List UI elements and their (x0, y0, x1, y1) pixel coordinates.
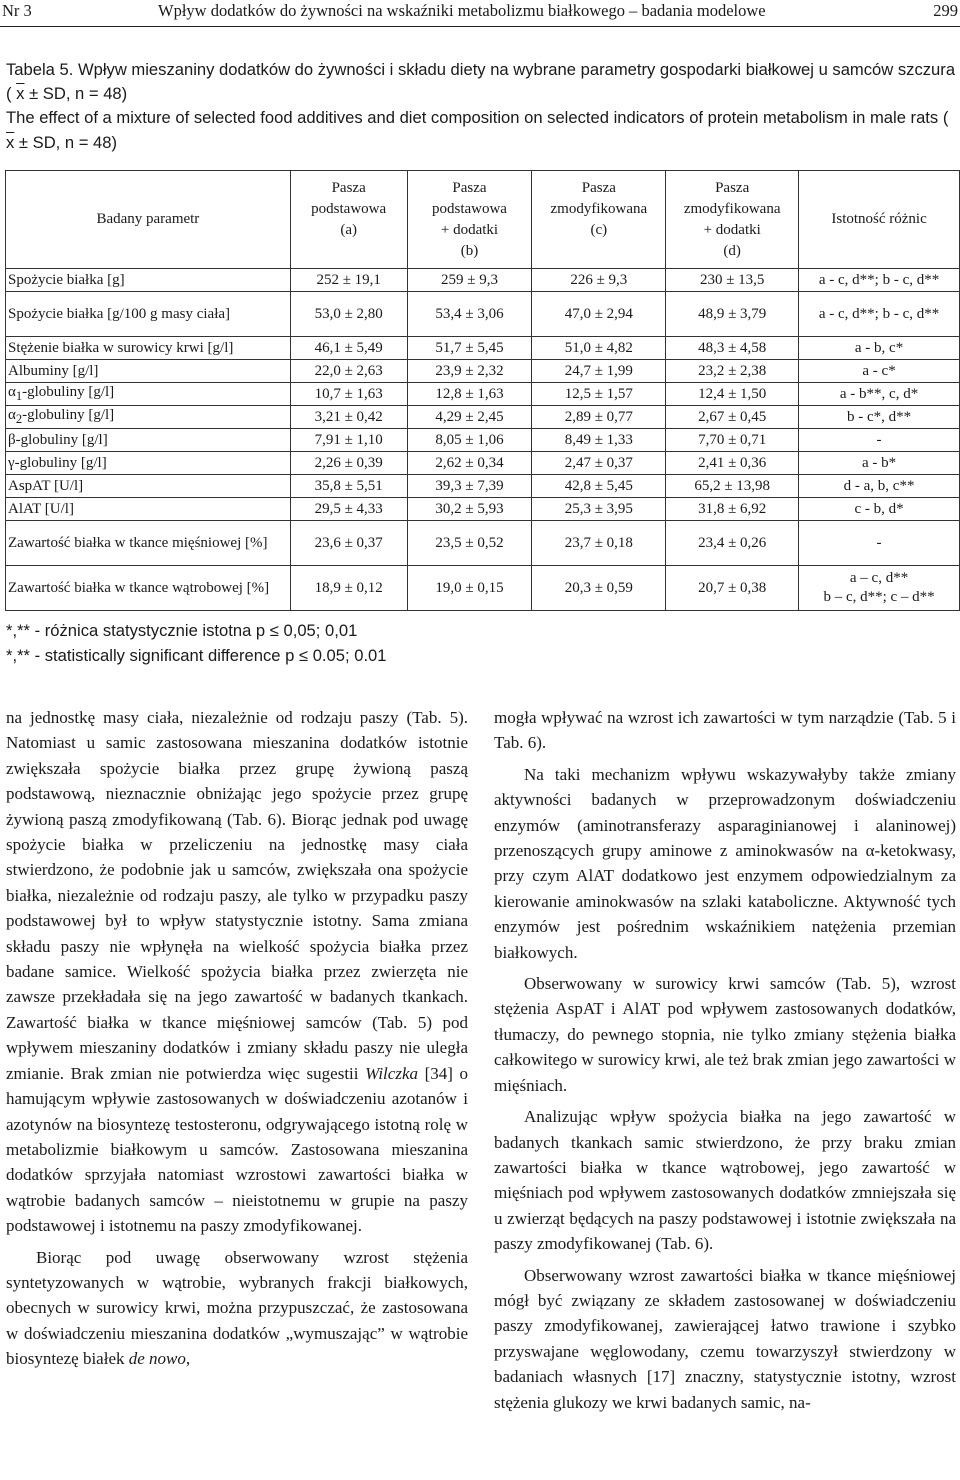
cell-a: 7,91 ± 1,10 (290, 429, 407, 452)
cell-c: 226 ± 9,3 (532, 269, 666, 292)
cell-c: 42,8 ± 5,45 (532, 475, 666, 498)
cell-d: 48,9 ± 3,79 (666, 292, 799, 337)
cell-d: 7,70 ± 0,71 (666, 429, 799, 452)
cell-d: 2,41 ± 0,36 (666, 452, 799, 475)
cell-a: 46,1 ± 5,49 (290, 337, 407, 360)
cell-b: 12,8 ± 1,63 (407, 383, 532, 406)
protein-metabolism-table (5, 170, 960, 611)
cell-a: 2,26 ± 0,39 (290, 452, 407, 475)
cell-a: 23,6 ± 0,37 (290, 521, 407, 566)
table-footnotes (6, 618, 706, 668)
running-header (0, 0, 960, 27)
row-label: $\alpha_1$-globuliny [g/l] (6, 383, 291, 406)
body-column-left (6, 705, 468, 1372)
cell-d: 20,7 ± 0,38 (666, 566, 799, 611)
cell-a: 10,7 ± 1,63 (290, 383, 407, 406)
table-header-row (6, 171, 960, 269)
cell-b: 53,4 ± 3,06 (407, 292, 532, 337)
cell-c: 23,7 ± 0,18 (532, 521, 666, 566)
journal-issue: Nr 3 (2, 1, 32, 20)
cell-b: 23,9 ± 2,32 (407, 360, 532, 383)
row-label: AspAT [U/l] (6, 475, 291, 498)
cell-d: 230 ± 13,5 (666, 269, 799, 292)
cell-b: 30,2 ± 5,93 (407, 498, 532, 521)
cell-c: 2,47 ± 0,37 (532, 452, 666, 475)
table-row (6, 475, 960, 498)
cell-significance: a - c* (799, 360, 960, 383)
table-row (6, 521, 960, 566)
cell-significance: - (799, 429, 960, 452)
cell-significance: c - b, d* (799, 498, 960, 521)
cell-c: 47,0 ± 2,94 (532, 292, 666, 337)
cell-d: 48,3 ± 4,58 (666, 337, 799, 360)
cited-author: Wilczka (365, 1063, 418, 1083)
header-significance: Istotność różnic (799, 171, 960, 269)
cell-significance: d - a, b, c** (799, 475, 960, 498)
row-label: Zawartość białka w tkance wątrobowej [%] (6, 566, 291, 611)
cell-c: 2,89 ± 0,77 (532, 406, 666, 429)
row-label: Zawartość białka w tkance mięśniowej [%] (6, 521, 291, 566)
caption-english: The effect of a mixture of selected food additives and diet composition on selected indicators of protein metabolism in male rats ( $\overline{x}$ ± SD, n = 48) (6, 108, 949, 152)
cell-d: 65,2 ± 13,98 (666, 475, 799, 498)
paragraph: Na taki mechanizm wpływu wskazywałyby także zmiany aktywności badanych w przeprowadzonym doświadczeniu enzymów (aminotransferazy asparaginianowej i alaninowej) przenoszących grupy aminowe z aminokwasów na α-ketokwasy, przy czym AlAT dodatkowo jest enzymem odpowiedzialnym za kierowanie aminokwasów na szlaki kataboliczne. Aktywność tych enzymów jest pośrednim wskaźnikiem natężenia przemian białkowych. (494, 764, 956, 962)
row-label: β-globuliny [g/l] (6, 429, 291, 452)
table-row (6, 566, 960, 611)
header-group-d: Pasza zmodyfikowana + dodatki (d) (666, 171, 799, 269)
cell-b: 19,0 ± 0,15 (407, 566, 532, 611)
paragraph: Biorąc pod uwagę obserwowany wzrost stężenia syntetyzowanych w wątrobie, wybranych frakcji białkowych, obecnych w surowicy krwi, można przypuszczać, że zastosowana w doświadczeniu mieszanina dodatków „wymuszając” w wątrobie biosyntezę białek de nowo, (6, 1247, 468, 1369)
cell-significance: - (799, 521, 960, 566)
row-label: γ-globuliny [g/l] (6, 452, 291, 475)
running-title: Wpływ dodatków do żywności na wskaźniki metabolizmu białkowego – badania modelowe (158, 1, 766, 20)
row-label: Spożycie białka [g/100 g masy ciała] (6, 292, 291, 337)
table-row (6, 498, 960, 521)
row-label: Stężenie białka w surowicy krwi [g/l] (6, 337, 291, 360)
paragraph: na jednostkę masy ciała, niezależnie od rodzaju paszy (Tab. 5). Natomiast u samic zastosowana mieszanina dodatków istotnie zwiększała spożycie białka przez grupę żywioną paszą podstawową, nieznacznie obniżając jego spożycie przez grupę żywioną paszą zmodyfikowaną (Tab. 6). Biorąc jednak pod uwagę spożycie białka w przeliczeniu na jednostkę masy ciała stwierdzono, że podobnie jak u samców, zwiększała ona spożycie białka, niezależnie od rodzaju paszy, ale tylko w przypadku paszy podstawowej był to wpływ statystycznie istotny. Sama zmiana składu paszy nie wpłynęła na wielkość spożycia białka przez badane samice. Wielkość spożycia białka przez zwierzęta nie zawsze przekładała się na jego zawartość w badanych tkankach. Zawartość białka w tkance mięśniowej samców (Tab. 5) pod wpływem mieszaniny dodatków i zmiany składu paszy nie uległa zmianie. Brak zmian nie potwierdza więc sugestii Wilczka [34] o hamującym wpływie zastosowanych w doświadczeniu azotanów i azotynów na biosyntezę testosteronu, odgrywającego istotną rolę w metabolizmie białkowym u samców. Zastosowana mieszanina dodatków sprzyjała natomiast wzrostowi zawartości białka w wątrobie badanych samców – nieistotnemu w grupie na paszy podstawowej i istotnemu na paszy zmodyfikowanej. (6, 708, 469, 1236)
cell-b: 259 ± 9,3 (407, 269, 532, 292)
cell-b: 8,05 ± 1,06 (407, 429, 532, 452)
cell-b: 23,5 ± 0,52 (407, 521, 532, 566)
header-group-c: Pasza zmodyfikowana (c) (532, 171, 666, 269)
cell-a: 22,0 ± 2,63 (290, 360, 407, 383)
cell-b: 2,62 ± 0,34 (407, 452, 532, 475)
table-row (6, 429, 960, 452)
cell-d: 2,67 ± 0,45 (666, 406, 799, 429)
cell-significance: a - b**, c, d* (799, 383, 960, 406)
body-column-right (494, 705, 956, 1415)
paragraph: mogła wpływać na wzrost ich zawartości w tym narządzie (Tab. 5 i Tab. 6). (494, 708, 956, 753)
row-label: $\alpha_2$-globuliny [g/l] (6, 406, 291, 429)
row-label: Albuminy [g/l] (6, 360, 291, 383)
table-row (6, 360, 960, 383)
paragraph: Analizując wpływ spożycia białka na jego zawartość w badanych tkankach samic stwierdzono, że przy braku zmian zawartości białka w tkance wątrobowej, jego zawartość w mięśniach pod wpływem zastosowanych dodatków zmniejszała się u zwierząt będących na paszy podstawowej i istotnie zwiększała na paszy zmodyfikowanej (Tab. 6). (494, 1107, 956, 1254)
paragraph: Obserwowany wzrost zawartości białka w tkance mięśniowej mógł być związany ze składem zastosowanej w doświadczeniu paszy zmodyfikowanej, zawierającej łatwo trawione i szybko przyswajane węglowodany, czemu towarzyszył stwierdzony w badaniach własnych [17] znaczny, statystycznie istotny, wzrost stężenia glukozy we krwi badanych samic, na- (494, 1265, 956, 1412)
cell-c: 24,7 ± 1,99 (532, 360, 666, 383)
footnote-english: *,** - statistically significant difference p ≤ 0.05; 0.01 (6, 646, 387, 665)
cell-c: 25,3 ± 3,95 (532, 498, 666, 521)
table-caption (6, 58, 958, 155)
table-row (6, 292, 960, 337)
cell-c: 8,49 ± 1,33 (532, 429, 666, 452)
cell-c: 20,3 ± 0,59 (532, 566, 666, 611)
row-label: AlAT [U/l] (6, 498, 291, 521)
mean-symbol: $\overline{x}$ (16, 84, 25, 104)
paragraph: Obserwowany w surowicy krwi samców (Tab. 5), wzrost stężenia AspAT i AlAT pod wpływem zastosowanych dodatków, tłumaczy, do pewnego stopnia, nie tylko zmiany stężenia białka całkowitego w surowicy krwi, ale też brak zmian jego zawartości w mięśniach. (494, 974, 956, 1095)
row-label: Spożycie białka [g] (6, 269, 291, 292)
cell-d: 23,4 ± 0,26 (666, 521, 799, 566)
cell-a: 53,0 ± 2,80 (290, 292, 407, 337)
cell-b: 51,7 ± 5,45 (407, 337, 532, 360)
cell-significance: a - c, d**; b - c, d** (799, 292, 960, 337)
header-group-a: Pasza podstawowa (a) (290, 171, 407, 269)
caption-polish: Tabela 5. Wpływ mieszaniny dodatków do żywności i składu diety na wybrane parametry gospodarki białkowej u samców szczura ( $\overline{x}$ ± SD, n = 48) (6, 60, 956, 104)
cell-significance: a - b, c* (799, 337, 960, 360)
cell-d: 12,4 ± 1,50 (666, 383, 799, 406)
mean-symbol: $\overline{x}$ (6, 132, 15, 152)
page-number: 299 (933, 1, 958, 20)
cell-significance: a – c, d** b – c, d**; c – d** (799, 566, 960, 611)
cell-d: 23,2 ± 2,38 (666, 360, 799, 383)
cell-d: 31,8 ± 6,92 (666, 498, 799, 521)
cell-a: 3,21 ± 0,42 (290, 406, 407, 429)
table-row (6, 406, 960, 429)
cell-a: 29,5 ± 4,33 (290, 498, 407, 521)
header-param: Badany parametr (6, 171, 291, 269)
cell-significance: b - c*, d** (799, 406, 960, 429)
header-group-b: Pasza podstawowa + dodatki (b) (407, 171, 532, 269)
cell-b: 4,29 ± 2,45 (407, 406, 532, 429)
cell-b: 39,3 ± 7,39 (407, 475, 532, 498)
table-row (6, 337, 960, 360)
table-row (6, 452, 960, 475)
table-row (6, 269, 960, 292)
cell-a: 18,9 ± 0,12 (290, 566, 407, 611)
cell-a: 252 ± 19,1 (290, 269, 407, 292)
cell-significance: a - c, d**; b - c, d** (799, 269, 960, 292)
cell-significance: a - b* (799, 452, 960, 475)
footnote-polish: *,** - różnica statystycznie istotna p ≤ 0,05; 0,01 (6, 621, 358, 640)
cell-c: 51,0 ± 4,82 (532, 337, 666, 360)
cell-c: 12,5 ± 1,57 (532, 383, 666, 406)
cell-a: 35,8 ± 5,51 (290, 475, 407, 498)
table-row (6, 383, 960, 406)
